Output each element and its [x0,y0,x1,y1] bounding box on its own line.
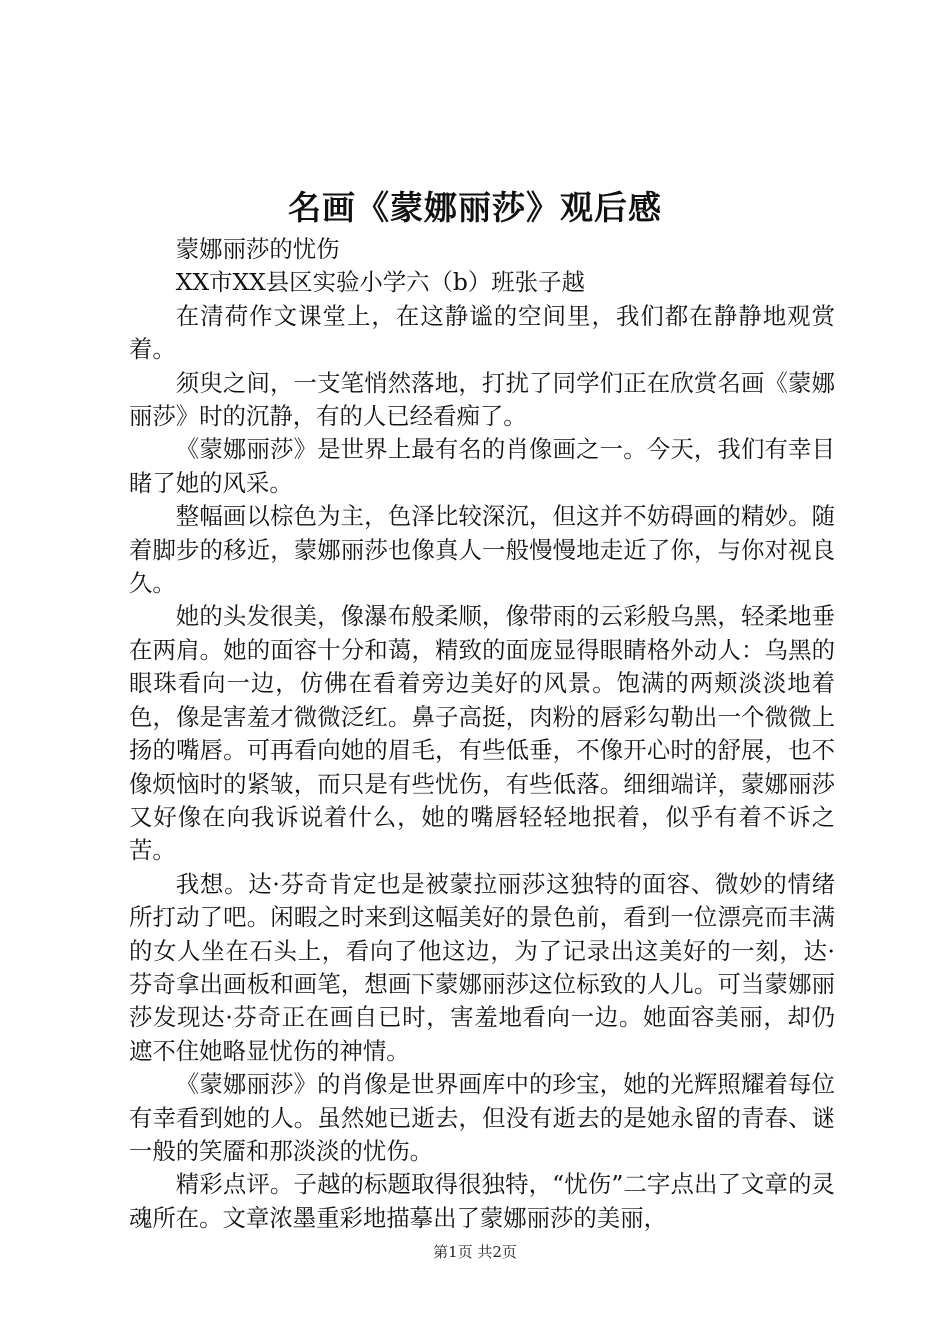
paragraph: 《蒙娜丽莎》是世界上最有名的肖像画之一。今天，我们有幸目睹了她的风采。 [129,435,835,497]
essay-subtitle: 蒙娜丽莎的忧伤 [175,235,340,263]
paragraph: 须臾之间，一支笔悄然落地，打扰了同学们正在欣赏名画《蒙娜丽莎》时的沉静，有的人已经看痴了。 [129,368,835,431]
document-title: 名画《蒙娜丽莎》观后感 [288,188,662,227]
paragraph: 精彩点评。子越的标题取得很独特，“忧伤”二字点出了文章的灵魂所在。文章浓墨重彩地描摹出了蒙娜丽莎的美丽， [129,1170,835,1232]
paragraph: 《蒙娜丽莎》的肖像是世界画库中的珍宝，她的光辉照耀着每位有幸看到她的人。虽然她已逝去，但没有逝去的是她永留的青春、谜一般的笑靥和那淡淡的忧伤。 [129,1070,835,1165]
paragraph: 整幅画以棕色为主，色泽比较深沉，但这并不妨碍画的精妙。随着脚步的移近，蒙娜丽莎也像真人一般慢慢地走近了你，与你对视良久。 [129,502,835,598]
author-line: XX市XX县区实验小学六（b）班张子越 [175,268,585,297]
page-number-footer: 第1页 共2页 [433,1243,517,1261]
paragraph: 我想。达·芬奇肯定也是被蒙拉丽莎这独特的面容、微妙的情绪所打动了吧。闲暇之时来到这幅美好的景色前，看到一位漂亮而丰满的女人坐在石头上，看向了他这边，为了记录出这美好的一刻，达·芬奇拿出画板和画笔，想画下蒙娜丽莎这位标致的人儿。可当蒙娜丽莎发现达·芬奇正在画自已时，害羞地看向一边。她面容美丽，却仍遮不住她略显忧伤的神情。 [129,869,835,1065]
paragraph: 她的头发很美，像瀑布般柔顺，像带雨的云彩般乌黑，轻柔地垂在两肩。她的面容十分和蔼，精致的面庞显得眼睛格外动人：乌黑的眼珠看向一边，仿佛在看着旁边美好的风景。饱满的两颊淡淡地着色，像是害羞才微微泛红。鼻子高挺，肉粉的唇彩勾勒出一个微微上扬的嘴唇。可再看向她的眉毛，有些低垂，不像开心时的舒展，也不像烦恼时的紧皱，而只是有些忧伤，有些低落。细细端详，蒙娜丽莎又好像在向我诉说着什么，她的嘴唇轻轻地抿着，似乎有着不诉之苦。 [129,602,835,865]
document-body [129,233,835,1235]
paragraph: 在清荷作文课堂上，在这静谧的空间里，我们都在静静地观赏着。 [129,301,835,364]
